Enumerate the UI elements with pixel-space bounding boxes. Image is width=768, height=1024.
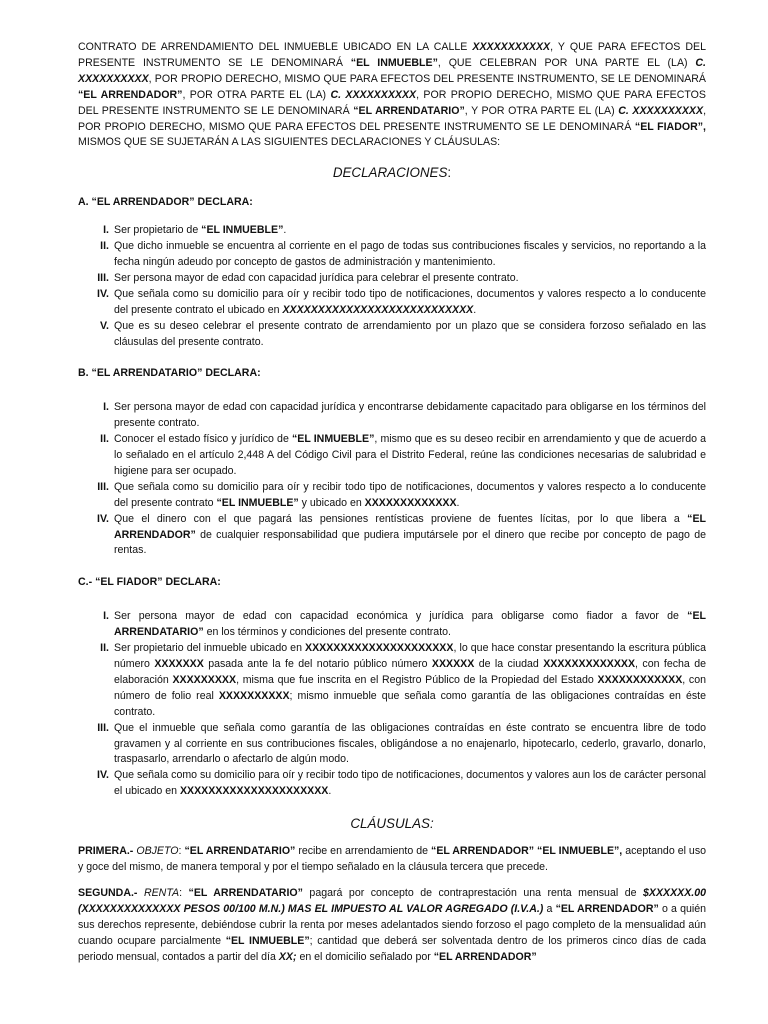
list-item bbox=[78, 432, 706, 480]
placeholder: XXXXXXXXXX bbox=[218, 689, 290, 702]
intro-text: , POR PROPIO DERECHO, MISMO QUE PARA EFECTOS DEL PRESENTE INSTRUMENTO, SE LE DENOMINARÁ bbox=[148, 72, 706, 85]
placeholder: XXXXXXX bbox=[154, 658, 204, 670]
item-number: IV. bbox=[97, 287, 109, 300]
text: y ubicado en bbox=[298, 496, 365, 509]
section-a-title: A. “EL ARRENDADOR” DECLARA: bbox=[78, 196, 253, 209]
arrendador-term: “EL ARRENDADOR” bbox=[433, 950, 537, 963]
text: , lo que hace constar presentando la escritura pública número bbox=[114, 642, 706, 670]
text: : bbox=[178, 845, 185, 858]
section-c-title: C.- “EL FIADOR” DECLARA: bbox=[78, 576, 221, 589]
inmueble-term: “EL INMUEBLE” bbox=[291, 433, 375, 446]
text: Que el dinero con el que pagará las pensiones rentísticas proviene de fuentes lícitas, por lo que libera a bbox=[114, 512, 688, 525]
arrendatario-name-placeholder: C. XXXXXXXXXX bbox=[330, 88, 417, 101]
inmueble-term: “EL INMUEBLE” bbox=[201, 224, 284, 237]
placeholder: XXXXXXXXXXXX bbox=[597, 673, 683, 686]
text: de cualquier responsabilidad que pudiera imputársele por el dinero que recibe por concepto de pago de rentas. bbox=[114, 528, 706, 557]
arrendador-term: “EL ARRENDADOR” bbox=[78, 88, 183, 101]
item-text: Que dicho inmueble se encuentra al corriente en el pago de todas sus contribuciones fiscales y servicios, no reportando a la fecha ningún adeudo por concepto de gastos de administración y mantenimiento. bbox=[114, 240, 706, 268]
list-item bbox=[78, 239, 706, 271]
item-text bbox=[114, 287, 706, 319]
text: Ser propietario de bbox=[114, 224, 202, 237]
clause-subject: OBJETO bbox=[136, 845, 179, 858]
placeholder: XXXXXXXXXXXXX bbox=[543, 658, 636, 670]
text: de la ciudad bbox=[474, 658, 544, 670]
intro-text: , QUE CELEBRAN POR UNA PARTE EL (LA) bbox=[437, 56, 696, 69]
text: Que señala como su domicilio para oír y recibir todo tipo de notificaciones, documentos y valores respecto a lo conducente del presente contrato bbox=[114, 480, 706, 509]
parties-term: “EL ARRENDADOR” “EL INMUEBLE”, bbox=[431, 845, 623, 858]
arrendatario-term: “EL ARRENDATARIO” bbox=[184, 845, 296, 858]
text: Ser persona mayor de edad con capacidad económica y jurídica para obligarse como fiador a favor de bbox=[114, 610, 688, 623]
intro-text: MISMOS QUE SE SUJETARÁN A LAS SIGUIENTES DECLARACIONES Y CLÁUSULAS: bbox=[78, 136, 501, 149]
list-item bbox=[78, 319, 706, 351]
text: recibe en arrendamiento de bbox=[295, 845, 432, 858]
text: en el domicilio señalado por bbox=[296, 950, 434, 963]
item-text bbox=[114, 512, 706, 560]
list-item bbox=[78, 287, 706, 319]
item-text bbox=[114, 641, 706, 721]
text: ; mismo inmueble que señala como garantía de las obligaciones contraídas en éste contrato. bbox=[114, 689, 706, 718]
item-number: II. bbox=[100, 433, 109, 446]
arrendador-term: “EL ARRENDADOR” bbox=[555, 902, 659, 915]
item-number: I. bbox=[103, 610, 109, 623]
arrendador-name-placeholder: C. XXXXXXXXXX bbox=[78, 56, 706, 85]
item-number: IV. bbox=[97, 512, 109, 525]
address-placeholder: XXXXXXXXXXXXX bbox=[364, 496, 457, 509]
text: ; cantidad que deberá ser solventada dentro de los primeros cinco días de cada periodo mensual, contados a partir del día bbox=[78, 934, 706, 963]
placeholder: XXXXXXXXX bbox=[172, 673, 237, 686]
text: , con número de folio real bbox=[114, 673, 707, 702]
intro-text: , POR PROPIO DERECHO, MISMO QUE PARA EFECTOS DEL PRESENTE INSTRUMENTO SE LE DENOMINARÁ bbox=[78, 104, 707, 133]
clause-label: PRIMERA.- bbox=[78, 845, 134, 858]
address-placeholder: XXXXXXXXXXXXXXXXXXXXX bbox=[179, 785, 329, 798]
text: a bbox=[543, 902, 556, 915]
inmueble-term: “EL INMUEBLE” bbox=[216, 496, 299, 509]
item-number: II. bbox=[100, 240, 109, 253]
item-number: IV. bbox=[97, 769, 109, 782]
arrendatario-term: “EL ARRENDATARIO” bbox=[188, 886, 303, 899]
declaraciones-colon: : bbox=[447, 165, 452, 181]
arrendatario-term: “EL ARRENDATARIO” bbox=[114, 610, 706, 639]
item-text: Ser persona mayor de edad con capacidad jurídica y encontrarse debidamente capacitado para obligarse en los términos del presente contrato. bbox=[114, 401, 706, 430]
text: . bbox=[473, 303, 477, 316]
text: . bbox=[456, 496, 460, 509]
text: en los términos y condiciones del presente contrato. bbox=[203, 626, 451, 639]
contract-intro bbox=[78, 40, 706, 151]
contract-page bbox=[78, 40, 706, 975]
item-number: III. bbox=[97, 721, 109, 734]
list-item bbox=[78, 271, 706, 287]
address-placeholder: XXXXXXXXXXXXXXXXXXXXXXXXXXX bbox=[282, 303, 474, 316]
item-text bbox=[114, 432, 706, 480]
list-item bbox=[78, 512, 706, 560]
text: Que señala como su domicilio para oír y recibir todo tipo de notificaciones, documentos y valores respecto a lo conducente del presente contrato el ubicado en bbox=[114, 287, 706, 316]
item-number: I. bbox=[103, 401, 109, 414]
section-b-list bbox=[78, 400, 706, 559]
text: , misma que fue inscrita en el Registro Público de la Propiedad del Estado bbox=[236, 673, 598, 686]
text: Ser propietario del inmueble ubicado en bbox=[114, 642, 306, 655]
item-text: Ser persona mayor de edad con capacidad jurídica para celebrar el presente contrato. bbox=[114, 271, 519, 284]
intro-text: , Y POR OTRA PARTE EL (LA) bbox=[464, 104, 619, 117]
text: : bbox=[179, 886, 189, 899]
rent-amount: $XXXXXX.00 (XXXXXXXXXXXXXX PESOS 00/100 M.N.) MAS EL IMPUESTO AL VALOR AGREGADO (I.V.A.) bbox=[78, 886, 706, 915]
item-text bbox=[114, 609, 706, 641]
text: pasada ante la fe del notario público número bbox=[203, 658, 432, 670]
declaraciones-heading bbox=[78, 165, 706, 181]
inmueble-term: “EL INMUEBLE” bbox=[350, 56, 438, 69]
text: . bbox=[283, 224, 287, 237]
text: Conocer el estado físico y jurídico de bbox=[114, 433, 292, 446]
fiador-term: “EL FIADOR”, bbox=[634, 120, 706, 133]
item-text bbox=[114, 223, 706, 239]
clausulas-heading: CLÁUSULAS: bbox=[350, 816, 434, 832]
text: o a quién sus derechos represente, debiéndose cubrir la renta por meses adelantados siendo forzoso el pago completo de la mensualidad aún cuando ocupare parcialmente bbox=[78, 902, 706, 947]
list-item bbox=[78, 768, 706, 800]
intro-text: , Y QUE PARA EFECTOS DEL PRESENTE INSTRUMENTO SE LE DENOMINARÁ bbox=[78, 41, 706, 69]
arrendatario-term: “EL ARRENDATARIO” bbox=[353, 104, 465, 117]
item-text bbox=[114, 768, 706, 800]
clause-label: SEGUNDA.- bbox=[78, 886, 138, 899]
list-item bbox=[78, 400, 706, 432]
section-a-list bbox=[78, 223, 706, 350]
section-b-title: B. “EL ARRENDATARIO” DECLARA: bbox=[78, 367, 261, 380]
text: pagará por concepto de contraprestación una renta mensual de bbox=[302, 886, 643, 899]
item-number: III. bbox=[97, 271, 109, 284]
clause-primera bbox=[78, 844, 706, 876]
item-text bbox=[114, 480, 706, 512]
text: aceptando el uso y goce del mismo, de manera temporal y por el tiempo señalado en la cláusula tercera que precede. bbox=[78, 845, 707, 873]
item-text: Que el inmueble que señala como garantía de las obligaciones contraídas en éste contrato se encuentra libre de todo gravamen y al corriente en sus contribuciones fiscales, obligándose a no enajenarlo, hipotecarlo, cederlo, gravarlo, donarlo, traspasarlo, arrendarlo o afectarlo de algún modo. bbox=[114, 721, 706, 766]
list-item bbox=[78, 609, 706, 641]
intro-text: , POR PROPIO DERECHO, MISMO QUE PARA EFECTOS DEL PRESENTE INSTRUMENTO SE LE DENOMINARÁ bbox=[78, 88, 706, 117]
item-number: I. bbox=[103, 224, 109, 237]
street-placeholder: XXXXXXXXXXX bbox=[472, 41, 551, 53]
section-c-list bbox=[78, 609, 706, 800]
intro-text: CONTRATO DE ARRENDAMIENTO DEL INMUEBLE UBICADO EN LA CALLE bbox=[78, 41, 473, 53]
clause-segunda bbox=[78, 886, 706, 966]
placeholder: XXXXXX bbox=[431, 658, 475, 670]
declaraciones-title: DECLARACIONES bbox=[332, 165, 448, 181]
item-number: II. bbox=[100, 642, 109, 655]
fiador-name-placeholder: C. XXXXXXXXXX bbox=[618, 104, 704, 117]
list-item bbox=[78, 721, 706, 769]
list-item bbox=[78, 223, 706, 239]
day-placeholder: XX; bbox=[278, 950, 297, 963]
text: , mismo que es su deseo recibir en arrendamiento y que de acuerdo a lo señalado en el artículo 2,448 A del Código Civil para el Distrito Federal, reúne las condiciones necesarias de salubridad e higiene para ser ocupado. bbox=[114, 433, 706, 477]
list-item bbox=[78, 480, 706, 512]
text: , con fecha de elaboración bbox=[114, 658, 706, 686]
placeholder: XXXXXXXXXXXXXXXXXXXXX bbox=[305, 642, 454, 655]
intro-text: , POR OTRA PARTE EL (LA) bbox=[182, 88, 331, 101]
inmueble-term: “EL INMUEBLE” bbox=[225, 934, 310, 947]
item-number: V. bbox=[99, 319, 109, 332]
clause-subject: RENTA bbox=[143, 886, 180, 899]
item-number: III. bbox=[97, 480, 109, 493]
arrendador-term: “EL ARRENDADOR” bbox=[114, 512, 706, 541]
text: . bbox=[328, 785, 332, 798]
text: Que señala como su domicilio para oír y recibir todo tipo de notificaciones, documentos y valores aun los de carácter personal el ubicado en bbox=[114, 769, 706, 798]
list-item bbox=[78, 641, 706, 721]
item-text: Que es su deseo celebrar el presente contrato de arrendamiento por un plazo que se considera forzoso señalado en las cláusulas del presente contrato. bbox=[114, 319, 706, 348]
